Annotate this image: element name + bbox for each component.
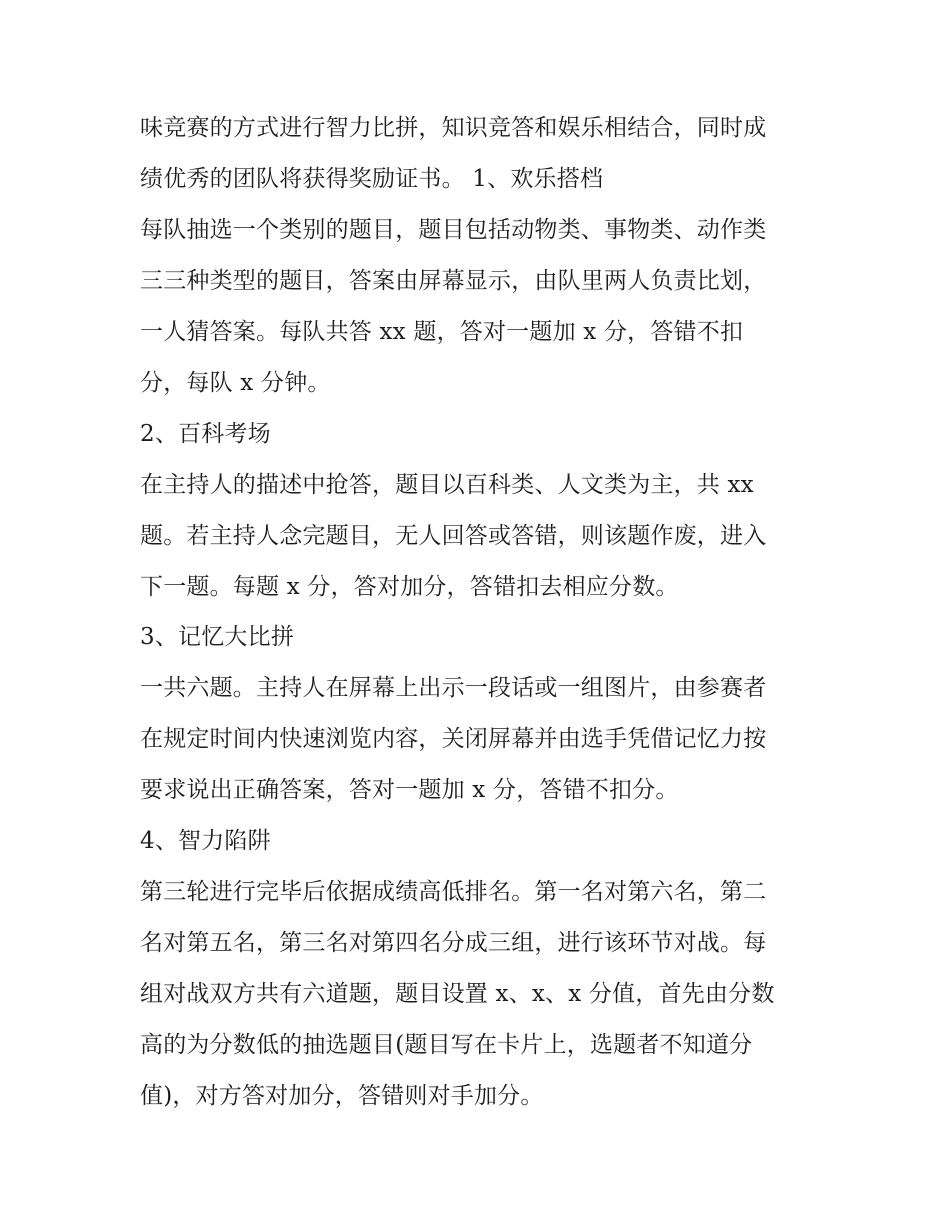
section-1-body-line-4: 分，每队 x 分钟。 bbox=[140, 370, 331, 396]
section-4-body-line-2: 名对第五名，第三名对第四名分成三组，进行该环节对战。每 bbox=[140, 930, 767, 956]
paragraph-intro-line-2: 绩优秀的团队将获得奖励证书。 1、欢乐搭档 bbox=[140, 166, 604, 192]
section-3-body-line-2: 在规定时间内快速浏览内容，关闭屏幕并由选手凭借记忆力按 bbox=[140, 726, 767, 752]
section-4-body-line-5: 值)，对方答对加分，答错则对手加分。 bbox=[140, 1083, 544, 1109]
section-2-body-line-2: 题。若主持人念完题目，无人回答或答错，则该题作废，进入 bbox=[140, 523, 767, 549]
section-3-heading: 3、记忆大比拼 bbox=[140, 624, 295, 650]
section-1-body-line-1: 每队抽选一个类别的题目，题目包括动物类、事物类、动作类 bbox=[140, 217, 767, 243]
section-4-heading: 4、智力陷阱 bbox=[140, 828, 271, 854]
section-2-body-line-1: 在主持人的描述中抢答，题目以百科类、人文类为主，共 xx bbox=[140, 472, 754, 498]
section-4-body-line-4: 高的为分数低的抽选题目(题目写在卡片上，选题者不知道分 bbox=[140, 1032, 753, 1058]
section-3-body-line-1: 一共六题。主持人在屏幕上出示一段话或一组图片，由参赛者 bbox=[140, 675, 767, 701]
section-4-body-line-3: 组对战双方共有六道题，题目设置 x、x、x 分值，首先由分数 bbox=[140, 981, 775, 1007]
section-4-body-line-1: 第三轮进行完毕后依据成绩高低排名。第一名对第六名，第二 bbox=[140, 879, 767, 905]
section-2-heading: 2、百科考场 bbox=[140, 421, 271, 447]
section-2-body-line-3: 下一题。每题 x 分，答对加分，答错扣去相应分数。 bbox=[140, 574, 679, 600]
paragraph-intro-line-1: 味竞赛的方式进行智力比拼，知识竞答和娱乐相结合，同时成 bbox=[140, 115, 767, 141]
section-1-body-line-2: 三三种类型的题目，答案由屏幕显示，由队里两人负责比划， bbox=[140, 268, 767, 294]
section-3-body-line-3: 要求说出正确答案，答对一题加 x 分，答错不扣分。 bbox=[140, 777, 679, 803]
section-1-body-line-3: 一人猜答案。每队共答 xx 题，答对一题加 x 分，答错不扣 bbox=[140, 319, 744, 345]
